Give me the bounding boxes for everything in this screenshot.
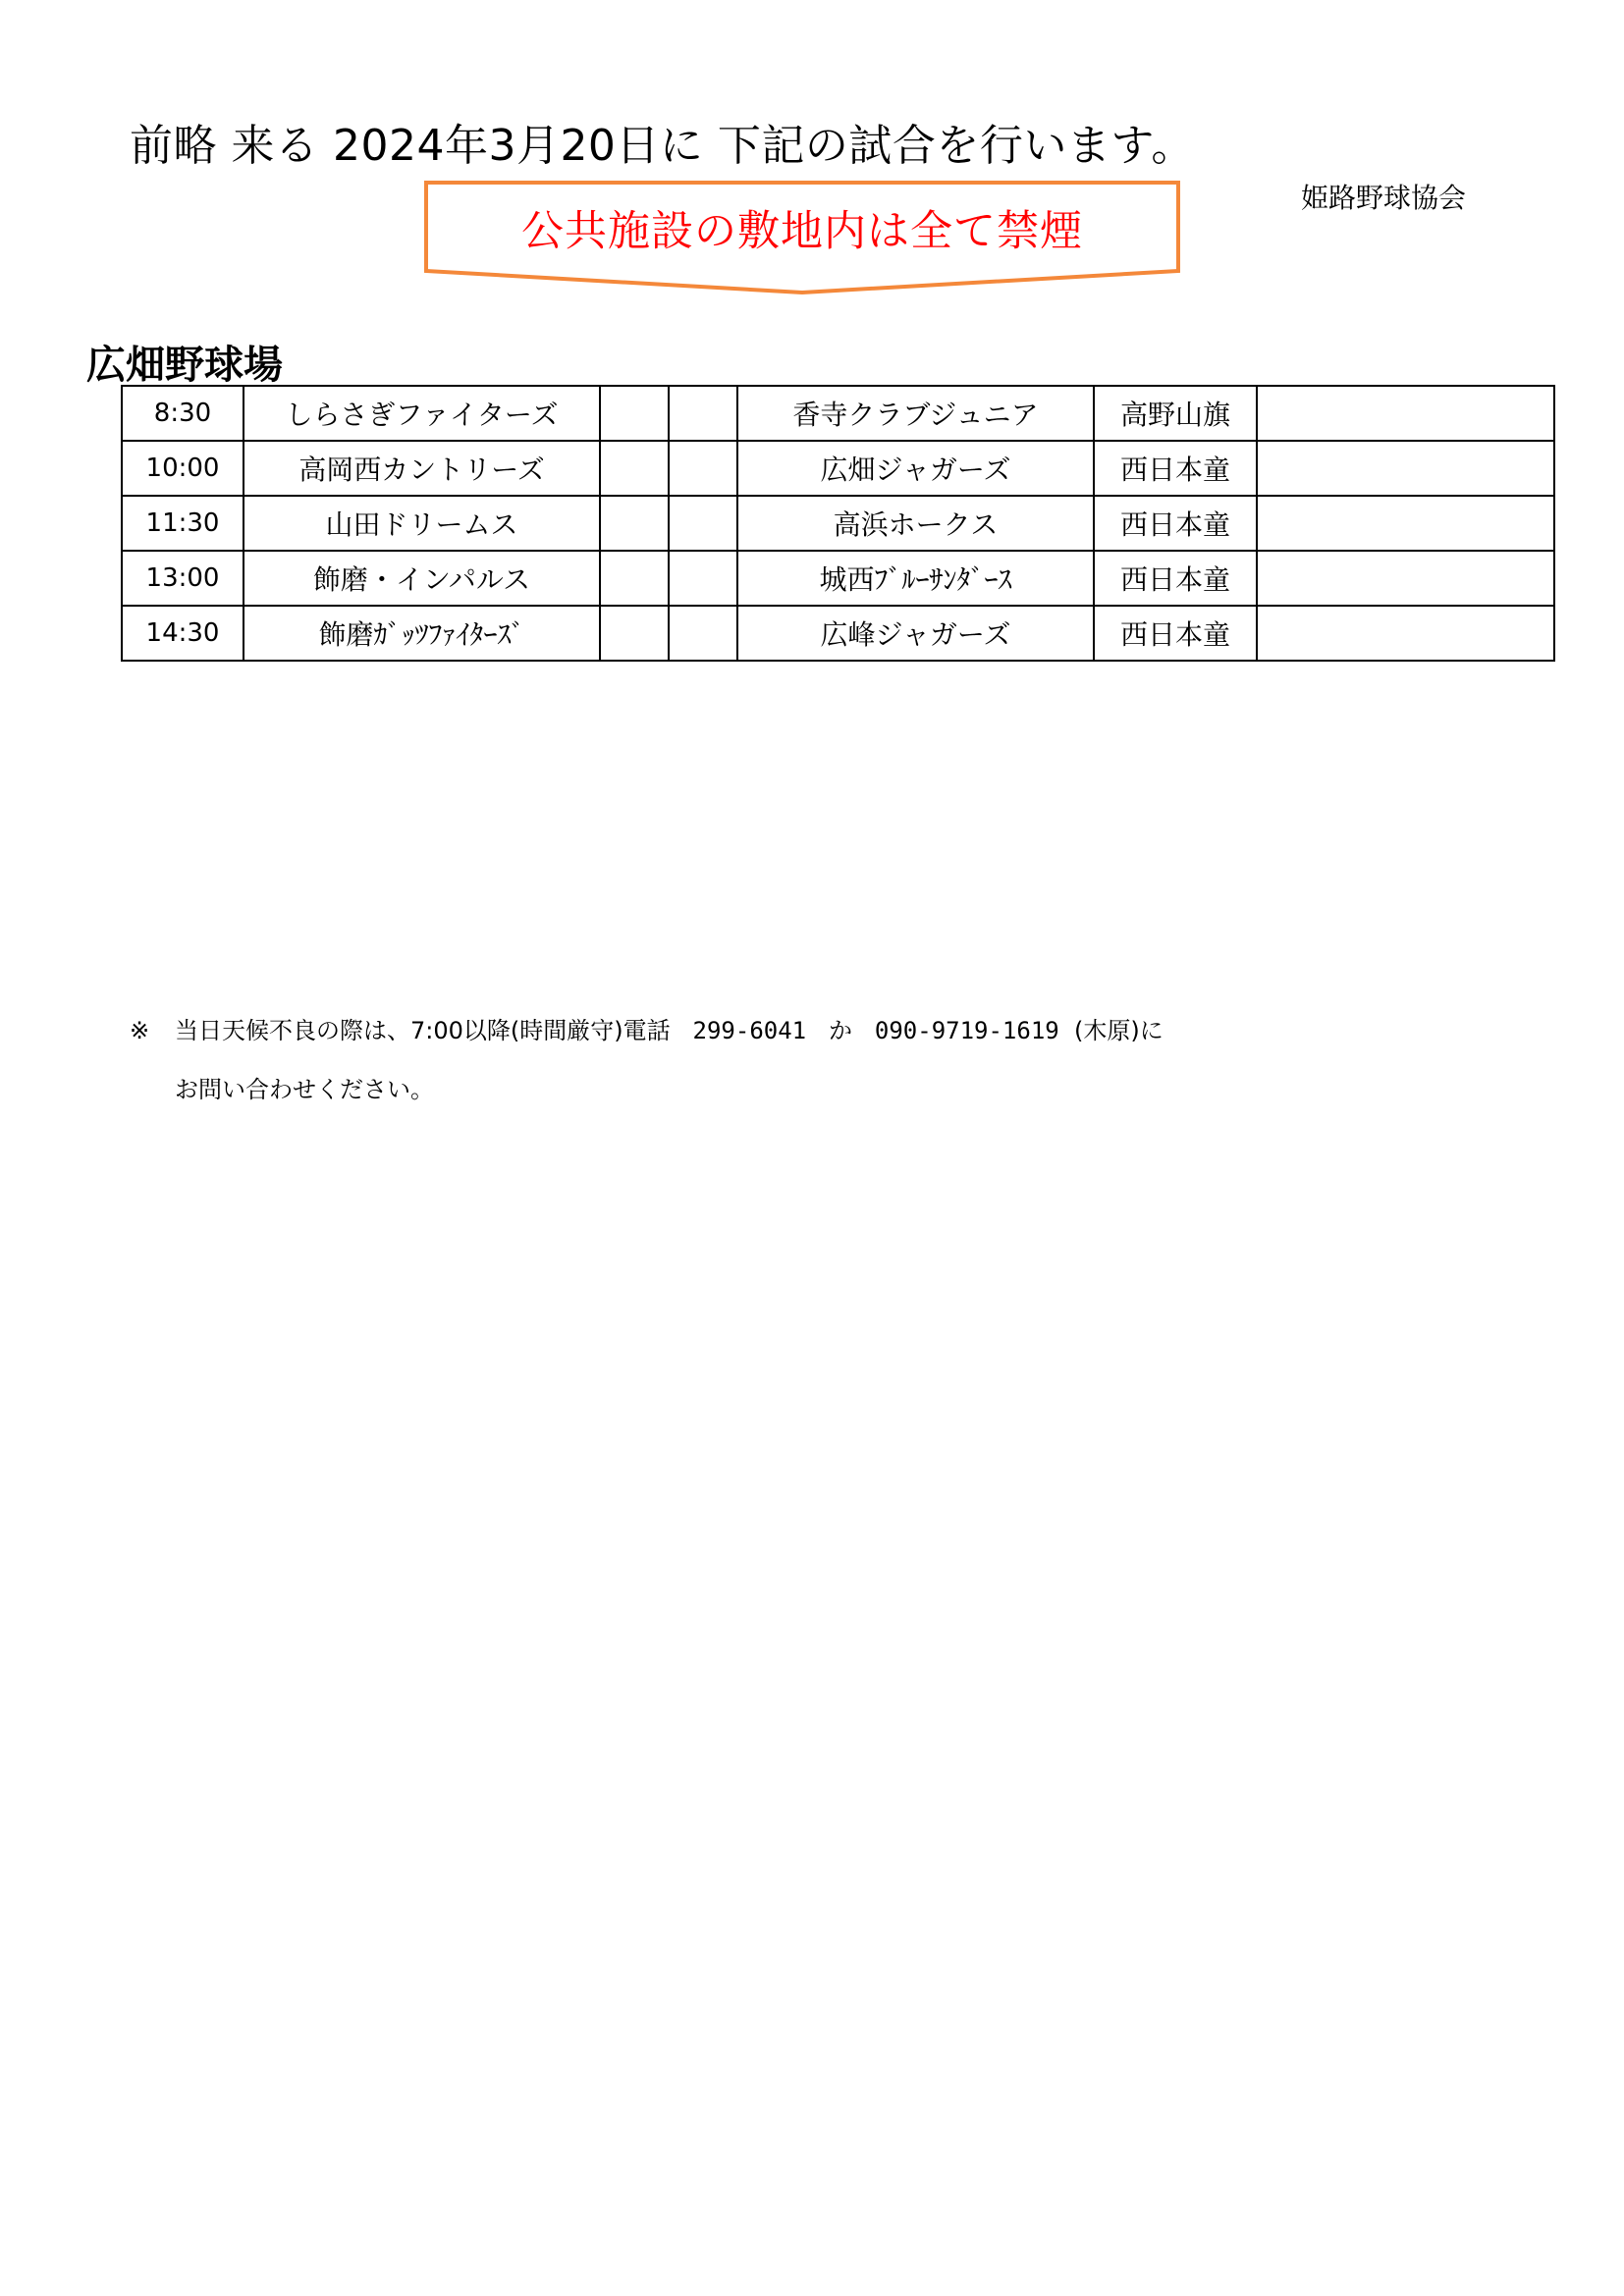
schedule-row [122, 386, 1554, 441]
remarks-cell [1257, 551, 1554, 606]
remarks-cell [1257, 441, 1554, 496]
score-cell-1 [600, 551, 669, 606]
tournament-name: 西日本童 [1094, 441, 1257, 496]
game-time: 10:00 [122, 441, 244, 496]
home-team: しらさぎファイターズ [244, 386, 600, 441]
away-team: 広峰ジャガーズ [737, 606, 1094, 661]
away-team: 広畑ジャガーズ [737, 441, 1094, 496]
score-cell-1 [600, 386, 669, 441]
remarks-cell [1257, 606, 1554, 661]
remarks-cell [1257, 386, 1554, 441]
game-time: 14:30 [122, 606, 244, 661]
tournament-name: 西日本童 [1094, 496, 1257, 551]
score-cell-2 [669, 496, 737, 551]
organizer-name: 姫路野球協会 [1301, 182, 1467, 214]
away-team: 高浜ホークス [737, 496, 1094, 551]
schedule-row [122, 606, 1554, 661]
tournament-name: 西日本童 [1094, 551, 1257, 606]
game-time: 11:30 [122, 496, 244, 551]
game-time: 13:00 [122, 551, 244, 606]
score-cell-1 [600, 496, 669, 551]
remarks-cell [1257, 496, 1554, 551]
weather-note-line2: お問い合わせください。 [175, 1076, 434, 1103]
no-smoking-banner [420, 181, 1184, 296]
note-mark: ※ [130, 1017, 150, 1044]
venue-title: 広畑野球場 [86, 343, 283, 388]
score-cell-1 [600, 441, 669, 496]
home-team: 山田ドリームス [244, 496, 600, 551]
note-connector: か [829, 1017, 852, 1044]
score-cell-2 [669, 606, 737, 661]
schedule-row [122, 551, 1554, 606]
schedule-table [121, 385, 1555, 662]
away-team: 城西ﾌﾞﾙｰｻﾝﾀﾞｰｽ [737, 551, 1094, 606]
schedule-body [122, 386, 1554, 661]
contact-suffix: (木原)に [1074, 1017, 1164, 1044]
schedule-row [122, 441, 1554, 496]
score-cell-2 [669, 551, 737, 606]
banner-text: 公共施設の敷地内は全て禁煙 [521, 207, 1083, 256]
score-cell-1 [600, 606, 669, 661]
home-team: 飾磨・インパルス [244, 551, 600, 606]
tournament-name: 西日本童 [1094, 606, 1257, 661]
away-team: 香寺クラブジュニア [737, 386, 1094, 441]
game-time: 8:30 [122, 386, 244, 441]
tournament-name: 高野山旗 [1094, 386, 1257, 441]
phone-number-1: 299-6041 [692, 1017, 807, 1044]
note-text: 当日天候不良の際は、7:00以降(時間厳守)電話 [175, 1017, 671, 1044]
weather-note [130, 1011, 1164, 1045]
schedule-row [122, 496, 1554, 551]
score-cell-2 [669, 386, 737, 441]
home-team: 高岡西カントリーズ [244, 441, 600, 496]
notice-heading: 前略 来る 2024年3月20日に 下記の試合を行います。 [130, 121, 1195, 171]
home-team: 飾磨ｶﾞｯﾂﾌｧｲﾀｰｽﾞ [244, 606, 600, 661]
score-cell-2 [669, 441, 737, 496]
phone-number-2: 090-9719-1619 [874, 1017, 1059, 1044]
